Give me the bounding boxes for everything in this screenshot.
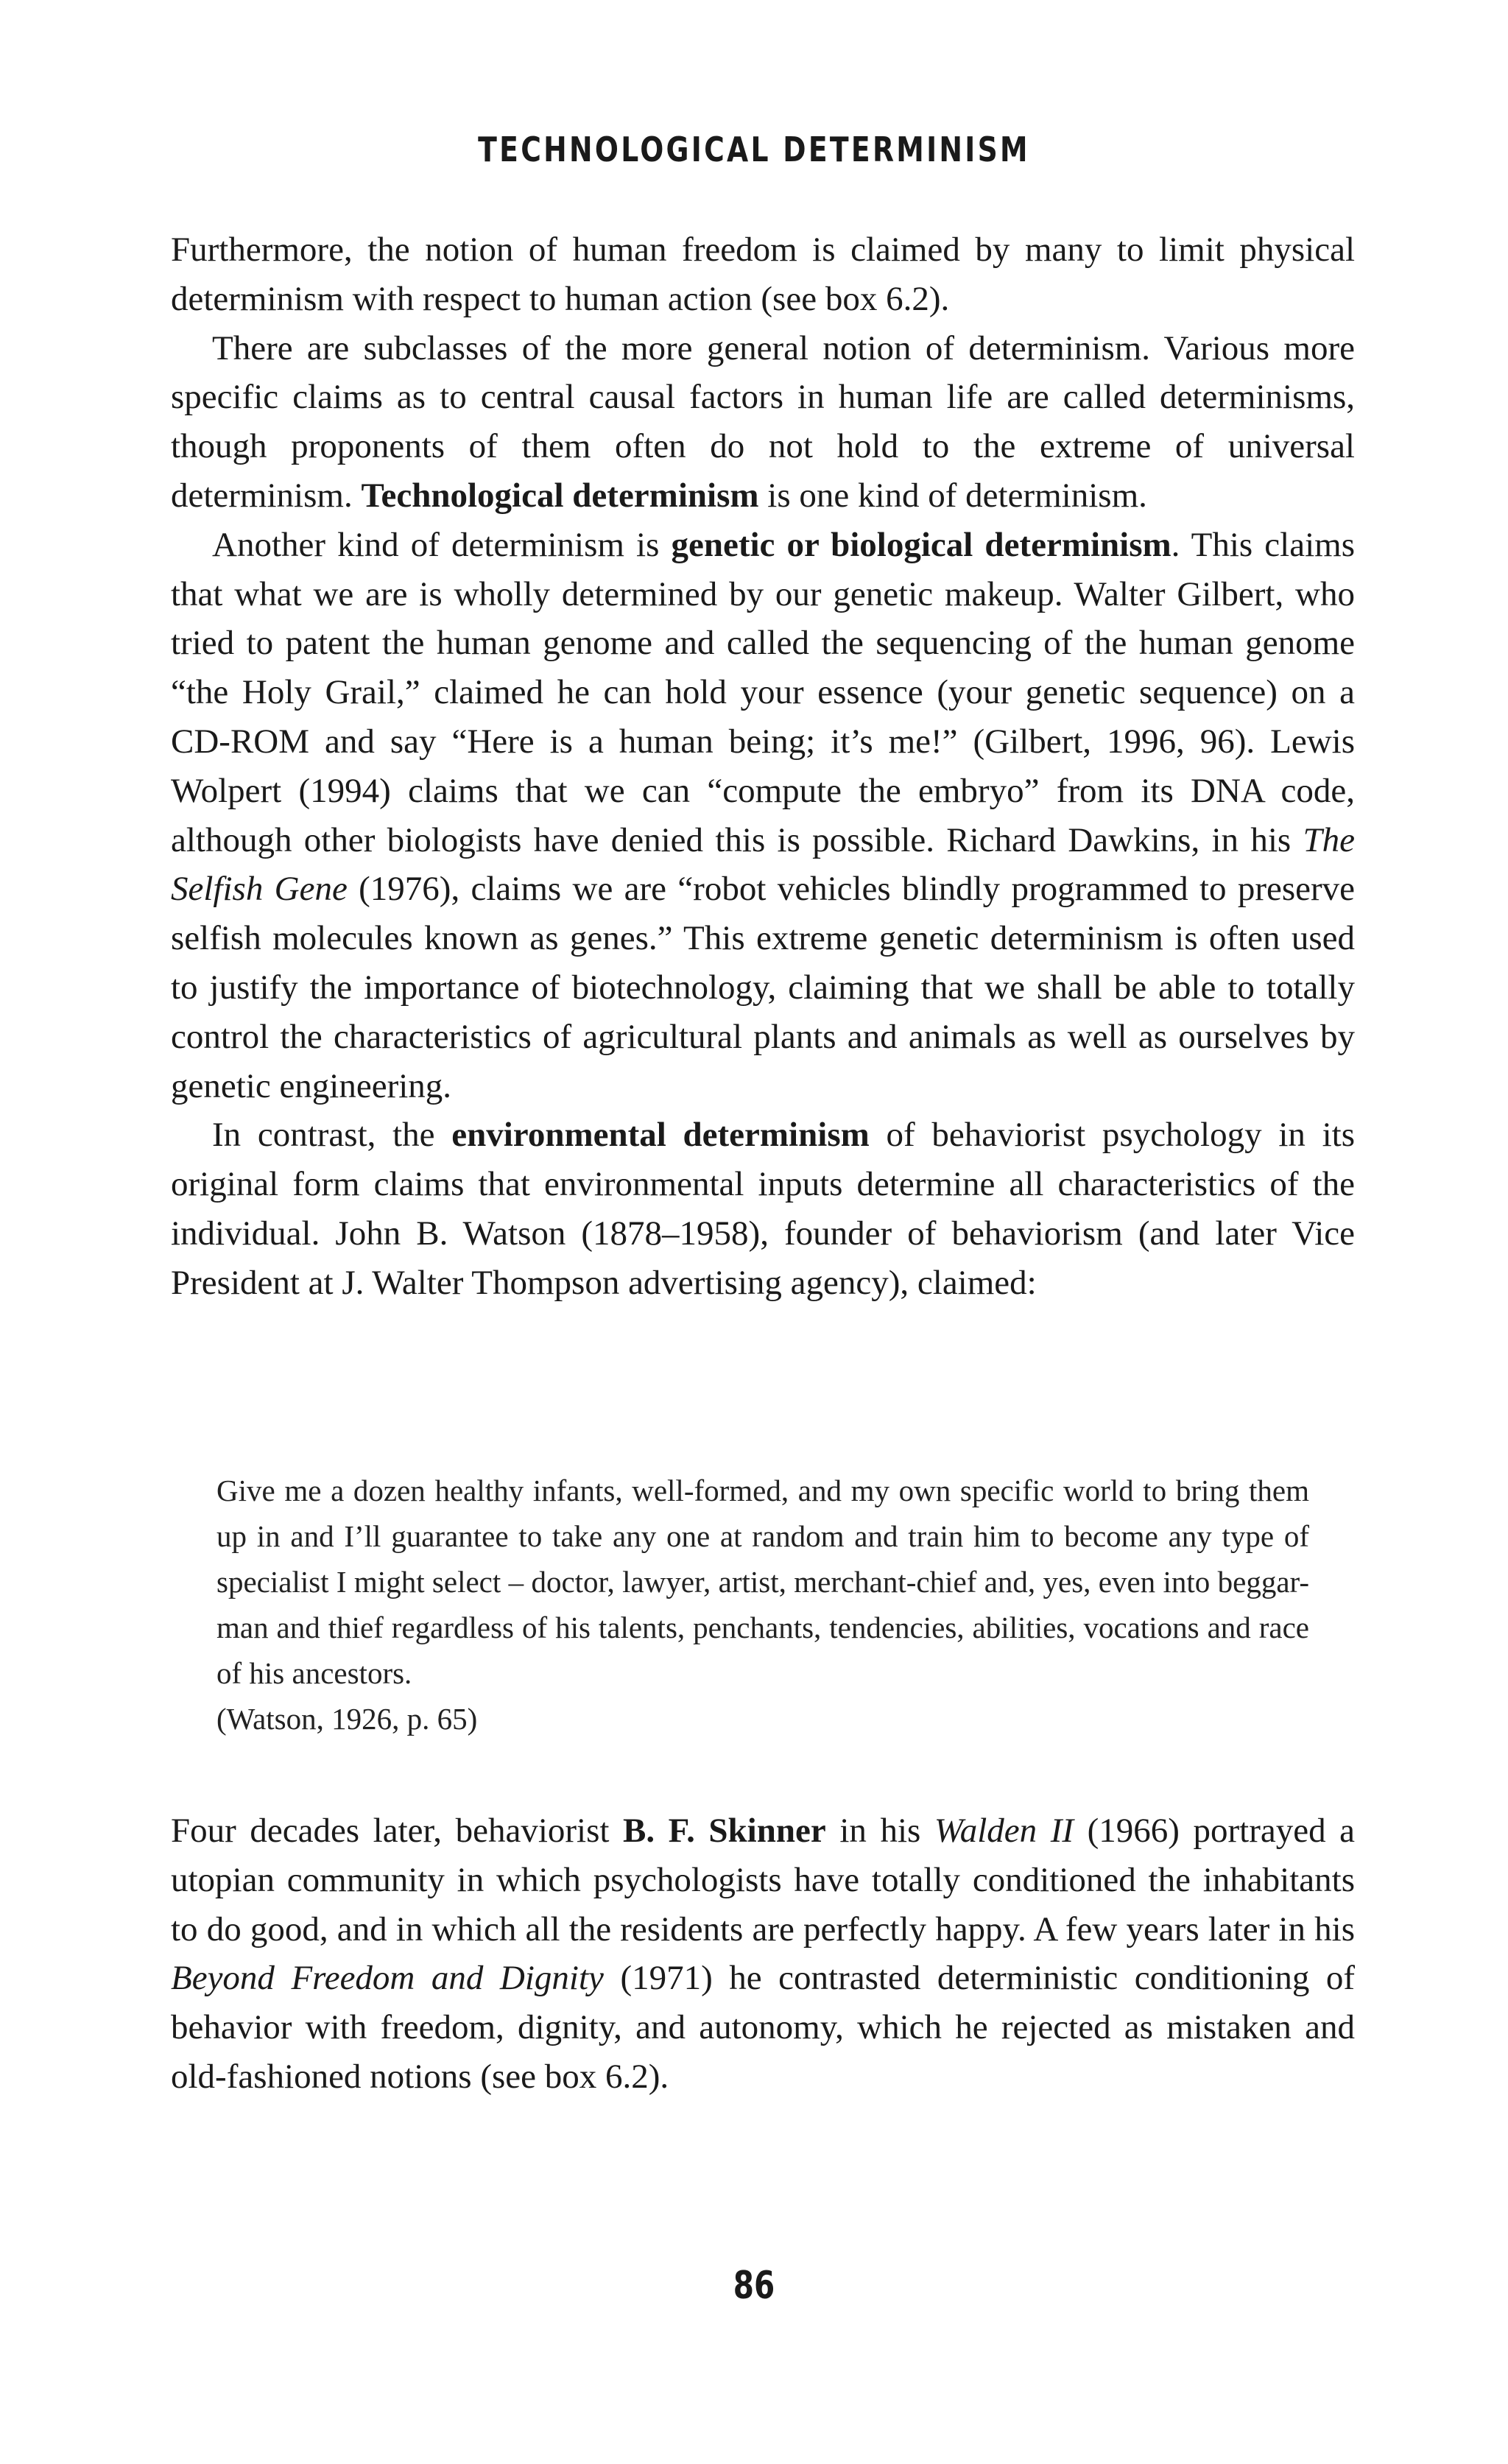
paragraph-subclasses	[171, 324, 1355, 521]
paragraph-text: (1971) he contrasted deterministic conditioning of behavior with freedom, dignity, and autonomy, which he rejected as mistaken and old-fashioned notions (see box 6.2).	[171, 1959, 1356, 2096]
main-text-block-continued	[171, 1806, 1355, 2102]
paragraph-text: (1976), claims we are “robot vehicles blindly programmed to preserve selfish molecules known as genes.” This extreme genetic determinism is often used to justify the importance of biotechnology, claiming that we shall be able to totally control the characteristics of agricultural plants and animals as well as ourselves by genetic engineering.	[171, 870, 1356, 1105]
page-number: 86	[733, 2264, 775, 2308]
key-term: Technological determinism	[361, 476, 759, 515]
book-title: Walden II	[934, 1812, 1074, 1850]
paragraph-text: is one kind of determinism.	[767, 476, 1147, 515]
key-term: B. F. Skinner	[623, 1812, 826, 1850]
running-head: TECHNOLOGICAL DETERMINISM	[478, 130, 1030, 169]
paragraph-text: . This claims that what we are is wholly determined by our genetic makeup. Walter Gilbert, who tried to patent the human genome and called the sequencing of the human genome “the Holy Grail,” claimed he can hold your essence (your genetic sequence) on a CD-ROM and say “Here is a human being; it’s me!” (Gilbert, 1996, 96). Lewis Wolpert (1994) claims that we can “compute the embryo” from its DNA code, although other biologists have denied this is possible. Richard Dawkins, in his	[171, 525, 1355, 859]
paragraph-environmental	[171, 1110, 1355, 1307]
block-quote	[216, 1468, 1309, 1742]
paragraph-text: of behaviorist psychology in its original form claims that environmental inputs determine all characteristics of the individual. John B. Watson (1878–1958), founder of behaviorism (and later Vice President at J. Walter Thompson advertising agency), claimed:	[171, 1116, 1356, 1302]
paragraph-freedom	[171, 225, 1355, 324]
book-title: Beyond Freedom and Dignity	[171, 1959, 604, 1998]
paragraph-skinner	[171, 1806, 1355, 2102]
paragraph-text: in his	[839, 1812, 921, 1850]
key-term: environmental determinism	[451, 1116, 870, 1155]
key-term: genetic or biological determinism	[671, 525, 1171, 564]
paragraph-text: There are subclasses of the more general notion of determinism. Various more specific claims as to central causal factors in human life are called determinisms, though proponents of them often do not hold to the extreme of universal determinism.	[171, 328, 1355, 515]
quote-body: Give me a dozen healthy infants, well-formed, and my own specific world to bring them up in and I’ll guarantee to take any one at random and train him to become any type of specialist I might select – doctor, lawyer, artist, merchant-chief and, yes, even into beggar-man and thief regardless of his talents, penchants, tendencies, abilities, vocations and race of his ancestors.	[216, 1474, 1309, 1690]
paragraph-text: Four decades later, behaviorist	[171, 1812, 610, 1850]
quote-citation: (Watson, 1926, p. 65)	[216, 1702, 478, 1736]
paragraph-text: (1966) portrayed a utopian community in which psychologists have totally conditioned the inhabitants to do good, and in which all the residents are perfectly happy. A few years later in his	[171, 1812, 1355, 1949]
paragraph-text: In contrast, the	[212, 1116, 435, 1155]
paragraph-genetic	[171, 521, 1355, 1111]
main-text-block	[171, 225, 1355, 1308]
book-title: The Selfish Gene	[171, 820, 1355, 909]
quote-text	[216, 1468, 1309, 1742]
paragraph-text: Furthermore, the notion of human freedom is claimed by many to limit physical determinism with respect to human action (see box 6.2).	[171, 230, 1355, 318]
paragraph-text: Another kind of determinism is	[212, 525, 660, 564]
